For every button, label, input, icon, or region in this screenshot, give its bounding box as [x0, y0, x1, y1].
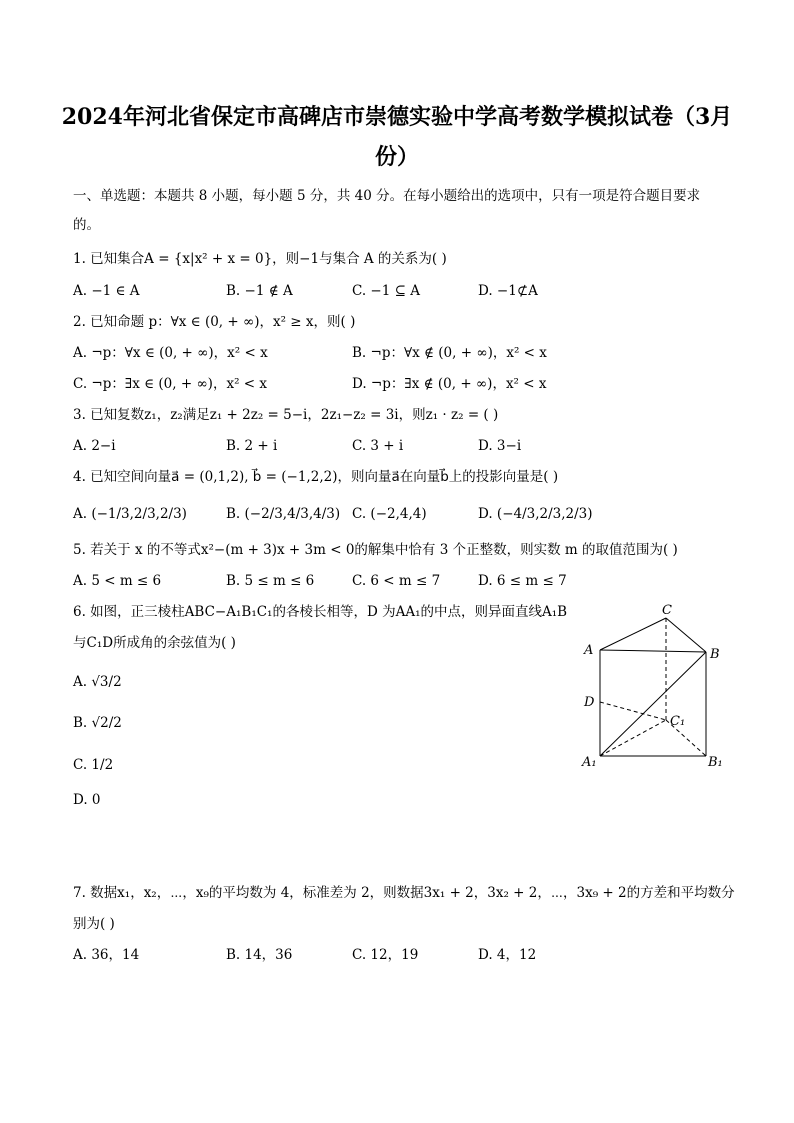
question-3-option-a: A. 2−i: [73, 438, 116, 454]
figure-label-d: D: [584, 695, 595, 710]
question-7-option-a: A. 36，14: [73, 947, 140, 963]
question-1-option-c: C. −1 ⊆ A: [352, 283, 420, 299]
section-heading-line2: 的。: [73, 217, 100, 233]
question-6-stem-line1: 6. 如图，正三棱柱ABC−A₁B₁C₁的各棱长相等，D 为AA₁的中点，则异面直线A₁B: [73, 604, 568, 620]
question-3-option-d: D. 3−i: [478, 438, 522, 454]
question-7-stem-line2: 别为( ): [73, 916, 115, 932]
question-4-option-d: D. (−4/3,2/3,2/3): [478, 506, 593, 522]
exam-title-line1: 2024年河北省保定市高碑店市崇德实验中学高考数学模拟试卷（3月: [61, 104, 733, 130]
question-6-option-c: C. 1/2: [73, 757, 114, 773]
question-1-option-d: D. −1⊄A: [478, 283, 538, 299]
figure-label-a: A: [584, 643, 594, 658]
question-6-option-a: A. √3/2: [73, 674, 122, 690]
question-7-option-c: C. 12，19: [352, 947, 419, 963]
question-4-option-b: B. (−2/3,4/3,4/3): [226, 506, 341, 522]
question-2-stem: 2. 已知命题 p：∀x ∈ (0, + ∞)，x² ≥ x，则( ): [73, 314, 356, 330]
figure-label-c1: C₁: [670, 714, 686, 729]
question-2-option-b: B. ¬p：∀x ∉ (0, + ∞)，x² < x: [352, 345, 547, 361]
question-2-option-a: A. ¬p：∀x ∈ (0, + ∞)，x² < x: [73, 345, 268, 361]
figure-label-a1: A₁: [582, 755, 597, 770]
figure-label-c: C: [662, 603, 672, 618]
question-5-option-b: B. 5 ≤ m ≤ 6: [226, 573, 315, 589]
figure-label-b1: B₁: [708, 755, 723, 770]
question-7-option-d: D. 4，12: [478, 947, 537, 963]
question-5-stem: 5. 若关于 x 的不等式x²−(m + 3)x + 3m < 0的解集中恰有 3 个正整数，则实数 m 的取值范围为( ): [73, 542, 678, 558]
figure-label-b: B: [710, 647, 720, 662]
question-6-option-d: D. 0: [73, 792, 101, 808]
question-4-option-c: C. (−2,4,4): [352, 506, 427, 522]
question-1-stem: 1. 已知集合A = {x|x² + x = 0}，则−1与集合 A 的关系为( ): [73, 251, 447, 267]
question-5-option-a: A. 5 < m ≤ 6: [73, 573, 162, 589]
question-3-stem: 3. 已知复数z₁，z₂满足z₁ + 2z₂ = 5−i，2z₁−z₂ = 3i，则z₁ · z₂ = ( ): [73, 407, 499, 423]
question-7-option-b: B. 14，36: [226, 947, 293, 963]
question-1-option-a: A. −1 ∈ A: [73, 283, 140, 299]
question-5-option-d: D. 6 ≤ m ≤ 7: [478, 573, 567, 589]
prism-figure: [576, 600, 736, 780]
question-3-option-b: B. 2 + i: [226, 438, 278, 454]
question-3-option-c: C. 3 + i: [352, 438, 404, 454]
question-2-option-d: D. ¬p：∃x ∉ (0, + ∞)，x² < x: [352, 376, 547, 392]
question-4-stem: 4. 已知空间向量a⃗ = (0,1,2), b⃗ = (−1,2,2)，则向量a⃗在向量b⃗上的投影向量是( ): [73, 469, 559, 485]
question-6-stem-line2: 与C₁D所成角的余弦值为( ): [73, 635, 236, 651]
section-heading-line1: 一、单选题：本题共 8 小题，每小题 5 分，共 40 分。在每小题给出的选项中，只有一项是符合题目要求: [73, 188, 701, 204]
question-6-option-b: B. √2/2: [73, 715, 122, 731]
question-1-option-b: B. −1 ∉ A: [226, 283, 293, 299]
question-5-option-c: C. 6 < m ≤ 7: [352, 573, 441, 589]
exam-title-line2: 份）: [374, 144, 419, 170]
question-2-option-c: C. ¬p：∃x ∈ (0, + ∞)，x² < x: [73, 376, 267, 392]
question-4-option-a: A. (−1/3,2/3,2/3): [73, 506, 187, 522]
question-7-stem-line1: 7. 数据x₁，x₂，⋯，x₉的平均数为 4，标准差为 2，则数据3x₁ + 2，3x₂ + 2，⋯，3x₉ + 2的方差和平均数分: [73, 885, 735, 901]
